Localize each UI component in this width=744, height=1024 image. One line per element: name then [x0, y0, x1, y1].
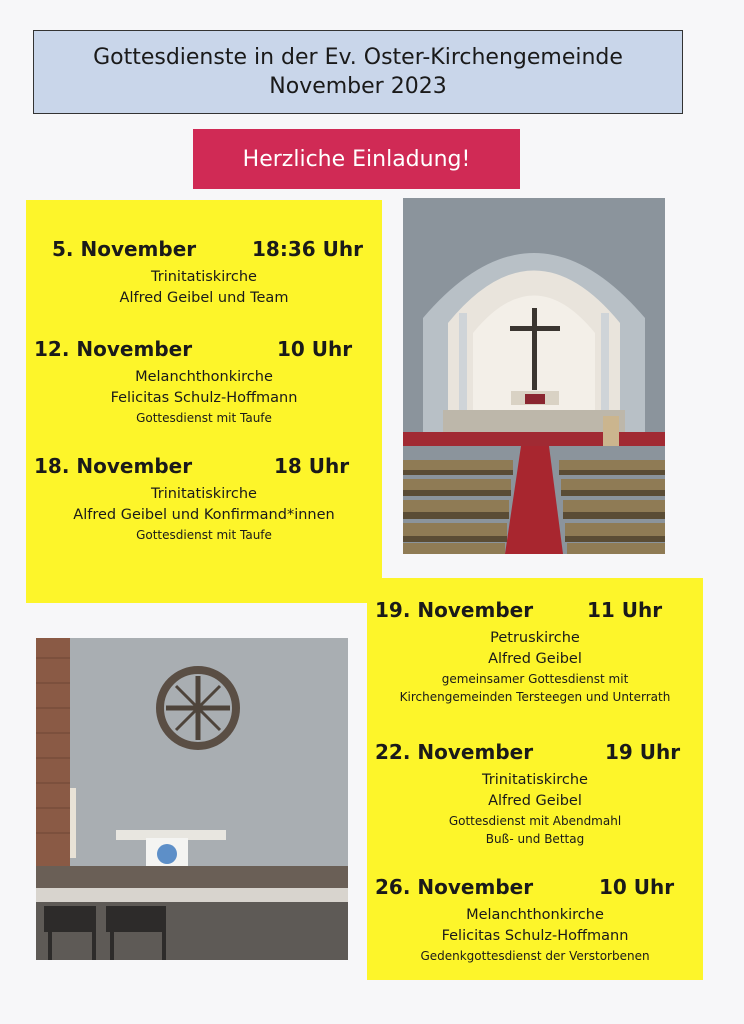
- church-altar-photo: [36, 638, 348, 960]
- event-leader: Felicitas Schulz-Hoffmann: [110, 390, 298, 406]
- header-title: Gottesdienste in der Ev. Oster-Kirchengemeinde: [93, 45, 623, 70]
- event-date: 22. November: [375, 740, 534, 764]
- event-church: Trinitatiskirche: [482, 772, 588, 788]
- event-church: Petruskirche: [490, 630, 580, 646]
- event-date: 5. November: [52, 237, 197, 261]
- event-date: 12. November: [34, 337, 193, 361]
- event-card: [26, 454, 382, 544]
- event-note: Gottesdienst mit Taufe: [136, 411, 272, 425]
- church-altar-illustration: [36, 638, 348, 960]
- event-leader: Alfred Geibel: [488, 793, 582, 809]
- event-time: 18 Uhr: [274, 454, 350, 478]
- event-leader: Felicitas Schulz-Hoffmann: [441, 928, 629, 944]
- event-time: 11 Uhr: [587, 598, 663, 622]
- event-leader: Alfred Geibel und Konfirmand*innen: [73, 507, 335, 523]
- event-church: Trinitatiskirche: [151, 486, 257, 502]
- event-date: 18. November: [34, 454, 193, 478]
- events-block-left: [26, 200, 382, 603]
- invitation-banner: [193, 129, 520, 189]
- event-time: 10 Uhr: [277, 337, 353, 361]
- event-note: Gedenkgottesdienst der Verstorbenen: [420, 949, 650, 963]
- event-time: 18:36 Uhr: [252, 237, 363, 261]
- event-leader: Alfred Geibel und Team: [119, 290, 289, 306]
- event-note-2: Kirchengemeinden Tersteegen und Unterrath: [399, 690, 671, 704]
- event-note-2: Buß- und Bettag: [485, 832, 585, 846]
- events-block-right: [367, 578, 703, 980]
- event-church: Melanchthonkirche: [135, 369, 273, 385]
- event-time: 19 Uhr: [605, 740, 681, 764]
- church-nave-photo: [403, 198, 665, 554]
- event-note: Gottesdienst mit Taufe: [136, 528, 272, 542]
- header-box: [33, 30, 683, 114]
- event-date: 19. November: [375, 598, 534, 622]
- event-card: [26, 237, 382, 309]
- event-card: [367, 740, 703, 848]
- event-leader: Alfred Geibel: [488, 651, 582, 667]
- event-date: 26. November: [375, 875, 534, 899]
- event-card: [367, 875, 703, 965]
- header-month: November 2023: [269, 74, 447, 99]
- event-card: [367, 598, 703, 706]
- event-church: Trinitatiskirche: [151, 269, 257, 285]
- event-church: Melanchthonkirche: [466, 907, 604, 923]
- event-card: [26, 337, 382, 427]
- invitation-text: Herzliche Einladung!: [242, 146, 471, 172]
- event-note: Gottesdienst mit Abendmahl: [448, 814, 622, 828]
- event-note: gemeinsamer Gottesdienst mit: [441, 672, 629, 686]
- church-nave-illustration: [403, 198, 665, 554]
- event-time: 10 Uhr: [599, 875, 675, 899]
